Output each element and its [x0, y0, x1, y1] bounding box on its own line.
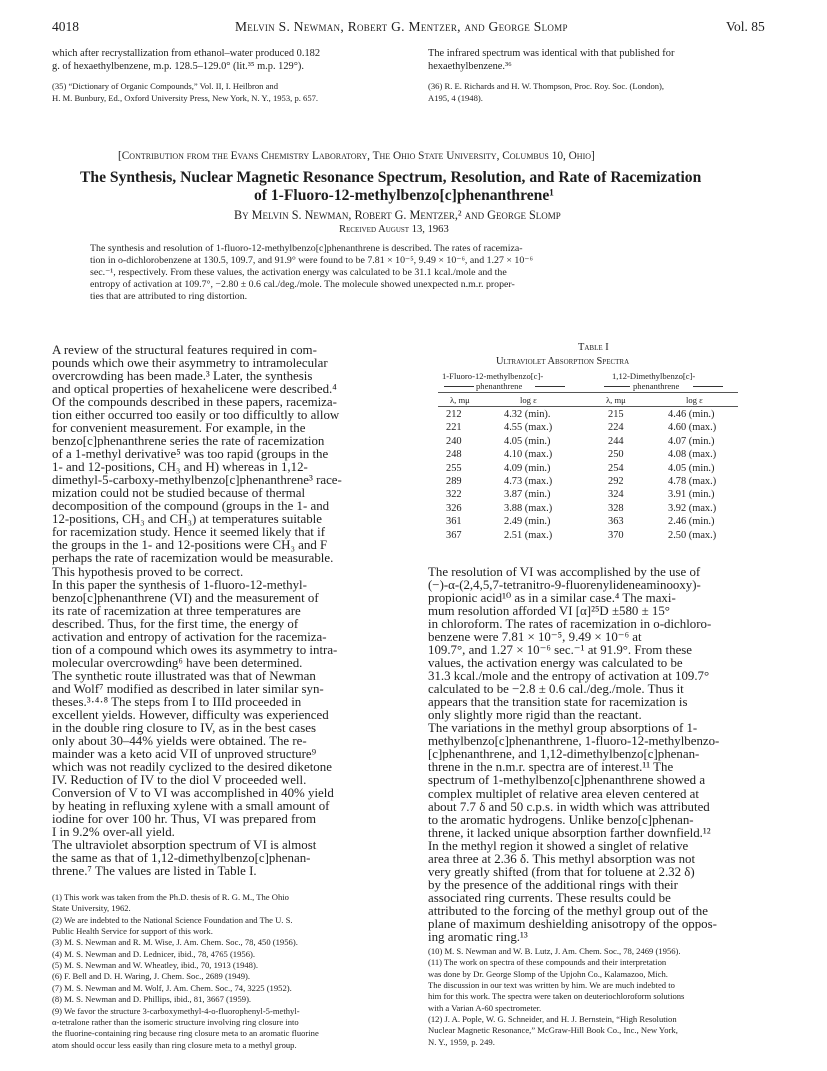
table-body [428, 409, 778, 559]
body-line: Of the compounds described in these papers, racemiza- [52, 395, 337, 410]
body-line: threne, it lacked unique absorption farther downfield.¹² [428, 825, 711, 840]
body-line: values, the activation energy was calculated to be [428, 656, 683, 671]
body-line: the groups in the 1- and 12-positions were CH₃ and F [52, 538, 328, 553]
footnote-line: (12) J. A. Pople, W. G. Schneider, and H. J. Bernstein, “High Resolution [428, 1014, 677, 1025]
body-line: plane of maximum deshielding anisotropy of the oppos- [428, 916, 717, 931]
footnote-line: (1) This work was taken from the Ph.D. thesis of R. G. M., The Ohio [52, 892, 289, 902]
table-cell-log-epsilon: 4.07 (min.) [668, 435, 715, 447]
footnote-line: (5) M. S. Newman and W. Wheatley, ibid., 70, 1913 (1948). [52, 960, 258, 971]
table-subhead-rule [438, 392, 738, 393]
footnote-line: (11) The work on spectra of these compounds and their interpretation [428, 957, 667, 968]
footnote-line: (9) We favor the structure 3-carboxymethyl-4-o-fluorophenyl-5-methyl- [52, 1005, 300, 1016]
body-line: tion of a compound which owes its asymmetry to intra- [52, 642, 338, 657]
body-line: The ultraviolet absorption spectrum of VI is almost [52, 838, 317, 853]
body-line: 1- and 12-positions, CH₃ and H) whereas in 1,12- [52, 460, 308, 475]
footnote-line: was done by Dr. George Slomp of the Upjohn Co., Kalamazoo, Mich. [428, 968, 668, 979]
page-number: 4018 [52, 19, 79, 34]
footnote-line: (2) We are indebted to the National Science Foundation and The U. S. [52, 914, 293, 925]
table-cell-wavelength: 322 [446, 489, 462, 501]
body-line: IV. Reduction of IV to the diol V proceeded well. [52, 772, 307, 787]
body-line: by the presence of the additional rings with their [428, 877, 678, 892]
body-line: excellent yields. However, difficulty was experienced [52, 707, 329, 722]
table-cell-wavelength: 361 [446, 516, 462, 528]
body-line: The variations in the methyl group absorptions of 1- [428, 721, 698, 736]
table-sub-log: log ε [686, 395, 703, 405]
footnote-line: The discussion in our text was written by him. We are much indebted to [428, 980, 675, 991]
table-cell-wavelength: 289 [446, 476, 462, 487]
table-cell-wavelength: 326 [446, 502, 462, 514]
body-line: 12-positions, CH₃ and CH₃) at temperatures suitable [52, 512, 322, 527]
abstract-line: tion in o-dichlorobenzene at 130.5, 109.7, and 91.9° were found to be 7.81 × 10⁻⁵, 9.49 × 10⁻⁶, and 1.27 × 10⁻⁶ [90, 255, 533, 266]
body-line: tion either occurred too easily or too difficultly to allow [52, 408, 340, 423]
table-cell-log-epsilon: 2.51 (max.) [504, 529, 553, 541]
body-line: threne in the n.m.r. spectra are of interest.¹¹ The [428, 760, 674, 775]
table-cell-log-epsilon: 3.88 (max.) [504, 502, 553, 514]
table-cell-log-epsilon: 4.73 (max.) [504, 476, 553, 487]
body-line: overcrowding has been made.³ Later, the synthesis [52, 369, 313, 384]
contribution-line: [Contribution from the Evans Chemistry Laboratory, The Ohio State University, Columbus 10, Ohio] [118, 150, 595, 162]
footnote-line: (4) M. S. Newman and D. Lednicer, ibid., 78, 4765 (1956). [52, 948, 256, 959]
text-line: The infrared spectrum was identical with that published for [428, 48, 675, 59]
body-line: calculated to be −2.8 ± 0.6 cal./deg./mole. Thus it [428, 682, 684, 697]
body-line: described. Thus, for the first time, the energy of [52, 616, 299, 631]
body-line: its rate of racemization at three temperatures are [52, 603, 301, 618]
footnote-line: A195, 4 (1948). [428, 93, 483, 103]
footnote-line: H. M. Bunbury, Ed., Oxford University Press, New York, N. Y., 1953, p. 657. [52, 93, 319, 103]
footnote-line: (3) M. S. Newman and R. M. Wise, J. Am. Chem. Soc., 78, 450 (1956). [52, 937, 298, 948]
article-title-line-2: of 1-Fluoro-12-methylbenzo[c]phenanthrene¹ [254, 187, 554, 204]
body-line: perhaps the rate of racemization would be measurable. [52, 551, 334, 566]
received-date: Received August 13, 1963 [339, 224, 449, 235]
table-cell-wavelength: 324 [608, 489, 624, 501]
text-line: g. of hexaethylbenzene, m.p. 128.5–129.0° (lit.³⁵ m.p. 129°). [52, 61, 304, 72]
table-sub-lambda: λ, mμ [606, 395, 626, 405]
body-line: associated ring currents. These results could be [428, 890, 671, 905]
table-cell-log-epsilon: 4.78 (max.) [668, 476, 717, 487]
table-cell-log-epsilon: 3.92 (max.) [668, 502, 717, 514]
body-line: molecular overcrowding⁶ have been determined. [52, 655, 303, 670]
running-authors: Melvin S. Newman, Robert G. Mentzer, and George Slomp [235, 19, 568, 34]
table-cell-log-epsilon: 4.09 (min.) [504, 462, 551, 474]
body-line: only slightly more rigid than the reactant. [428, 708, 642, 723]
table-cell-wavelength: 328 [608, 502, 624, 514]
body-line: and optical properties of hexahelicene were described.⁴ [52, 382, 337, 397]
body-line: in chloroform. The rates of racemization in o-dichloro- [428, 617, 712, 632]
body-line: of a 1-methyl derivative⁵ was too rapid (groups in the [52, 447, 329, 462]
table-cell-log-epsilon: 4.10 (max.) [504, 449, 553, 461]
table-sub-log: log ε [520, 395, 537, 405]
body-line: The synthetic route illustrated was that of Newman [52, 668, 316, 683]
body-line: dimethyl-5-carboxy-methylbenzo[c]phenanthrene³ race- [52, 473, 342, 488]
body-line: Conversion of V to VI was accomplished in 40% yield [52, 786, 334, 801]
table-cell-wavelength: 221 [446, 422, 462, 434]
footnote-line: Nuclear Magnetic Resonance,” McGraw-Hill Book Co., Inc., New York, [428, 1025, 678, 1036]
table-cell-wavelength: 292 [608, 476, 624, 487]
body-line: mization could not be studied because of thermal [52, 486, 306, 501]
body-line: about 7.7 δ and 50 c.p.s. in width which was attributed [428, 799, 710, 814]
body-line: A review of the structural features required in com- [52, 343, 317, 357]
byline: By Melvin S. Newman, Robert G. Mentzer,² and George Slomp [234, 208, 561, 222]
footnote-line: atom should occur less easily than ring closure meta to a methyl group. [52, 1039, 297, 1050]
footnote-line: State University, 1962. [52, 903, 131, 914]
body-line: which was not readily cyclized to the desired diketone [52, 759, 332, 774]
table-cell-log-epsilon: 2.46 (min.) [668, 516, 715, 528]
body-line: The resolution of VI was accomplished by the use of [428, 565, 701, 579]
footnote-line: (7) M. S. Newman and M. Wolf, J. Am. Chem. Soc., 74, 3225 (1952). [52, 982, 292, 993]
footnote-line: (10) M. S. Newman and W. B. Lutz, J. Am. Chem. Soc., 78, 2469 (1956). [428, 946, 681, 956]
body-line: area three at 2.36 δ. This methyl absorption was not [428, 851, 696, 866]
body-line: for convenient measurement. For example, in the [52, 421, 306, 436]
volume-number: Vol. 85 [726, 19, 765, 34]
table-cell-wavelength: 367 [446, 529, 462, 541]
footnote-line: N. Y., 1959, p. 249. [428, 1036, 495, 1047]
body-line: benzo[c]phenanthrene series the rate of racemization [52, 434, 325, 449]
table-cell-log-epsilon: 3.91 (min.) [668, 489, 715, 501]
table-cell-wavelength: 248 [446, 449, 462, 461]
table-col2-head: 1,12-Dimethylbenzo[c]- [612, 371, 696, 381]
table-sub-lambda: λ, mμ [450, 395, 470, 405]
body-line: in the double ring closure to IV, as in the best cases [52, 720, 316, 735]
body-line: complex multiplet of relative area eleven centered at [428, 786, 699, 801]
footnote-line: the fluorine-containing ring because ring closure meta to an aromatic fluorine [52, 1028, 319, 1039]
body-line: 31.3 kcal./mole and the entropy of activation at 109.7° [428, 669, 710, 684]
table-cell-log-epsilon: 4.32 (min). [504, 409, 551, 420]
body-line: by heating in refluxing xylene with a small amount of [52, 799, 330, 814]
table-cell-log-epsilon: 4.05 (min.) [668, 462, 715, 474]
table-cell-wavelength: 250 [608, 449, 624, 461]
table-cell-log-epsilon: 4.08 (max.) [668, 449, 717, 461]
body-line: mainder was a keto acid VII of unproved structure⁹ [52, 746, 317, 761]
table-cell-wavelength: 254 [608, 462, 624, 474]
table-cell-wavelength: 215 [608, 409, 624, 420]
footnote-line: Public Health Service for support of this work. [52, 926, 213, 937]
body-line: the same as that of 1,12-dimethylbenzo[c]phenan- [52, 851, 311, 866]
body-line: theses.³·⁴·⁸ The steps from I to IIId proceeded in [52, 694, 302, 709]
body-line: methylbenzo[c]phenanthrene, 1-fluoro-12-methylbenzo- [428, 734, 720, 749]
body-line: In this paper the synthesis of 1-fluoro-12-methyl- [52, 577, 307, 592]
table-col2-head: phenanthrene [633, 381, 680, 391]
body-line: only about 30–44% yields were obtained. The re- [52, 733, 307, 748]
table-header-rule [438, 406, 738, 407]
body-line: iodine for over 100 hr. Thus, VI was prepared from [52, 812, 317, 827]
table-title: Ultraviolet Absorption Spectra [496, 356, 630, 367]
body-line: (−)-α-(2,4,5,7-tetranitro-9-fluorenylideneaminooxy)- [428, 578, 701, 593]
footnote-line: α-tetralone rather than the isomeric structure involving ring closure into [52, 1016, 299, 1027]
body-line: I in 9.2% over-all yield. [52, 825, 175, 840]
table-cell-wavelength: 244 [608, 435, 624, 447]
abstract-line: The synthesis and resolution of 1-fluoro-12-methylbenzo[c]phenanthrene is described. The rates of racemiza- [90, 243, 523, 254]
table-label: Table I [578, 342, 609, 353]
footnote-line: him for this work. The spectra were taken on deuteriochloroform solutions [428, 991, 685, 1002]
table-1 [428, 342, 778, 557]
table-cell-log-epsilon: 4.55 (max.) [504, 422, 553, 434]
body-line: threne.⁷ The values are listed in Table I. [52, 864, 257, 879]
abstract-line: entropy of activation at 109.7°, −2.80 ± 0.6 cal./deg./mole. The molecule showed unexpected n.m.r. proper- [90, 279, 515, 290]
body-line: benzo[c]phenanthrene (VI) and the measurement of [52, 590, 319, 605]
footnote-line: (8) M. S. Newman and D. Phillips, ibid., 81, 3667 (1959). [52, 994, 252, 1005]
table-cell-log-epsilon: 4.05 (min.) [504, 435, 551, 447]
abstract-line: ties that are attributed to ring distortion. [90, 291, 248, 302]
body-line: and Wolf⁷ modified as described in later similar syn- [52, 681, 324, 696]
table-col1-head: phenanthrene [476, 381, 523, 391]
body-line: attributed to the forcing of the methyl group out of the [428, 903, 708, 918]
article-title-line-1: The Synthesis, Nuclear Magnetic Resonance Spectrum, Resolution, and Rate of Racemization [80, 169, 702, 186]
text-line: hexaethylbenzene.³⁶ [428, 61, 512, 72]
table-cell-wavelength: 224 [608, 422, 624, 434]
text-line: which after recrystallization from ethanol–water produced 0.182 [52, 48, 321, 59]
table-cell-wavelength: 240 [446, 435, 462, 447]
table-cell-log-epsilon: 3.87 (min.) [504, 489, 551, 501]
table-col2-rule [693, 386, 723, 387]
table-cell-wavelength: 255 [446, 462, 462, 474]
body-line: benzene were 7.81 × 10⁻⁵, 9.49 × 10⁻⁶ at [428, 630, 642, 645]
table-cell-log-epsilon: 2.49 (min.) [504, 516, 551, 528]
body-line: pounds which owe their asymmetry to intramolecular [52, 356, 328, 371]
table-col1-head: 1-Fluoro-12-methylbenzo[c]- [442, 371, 544, 381]
body-line: appears that the transition state for racemization is [428, 695, 688, 710]
table-col2-rule [604, 386, 630, 387]
table-cell-log-epsilon: 2.50 (max.) [668, 529, 717, 541]
footnote-line: with a Varian A-60 spectrometer. [428, 1002, 542, 1013]
body-line: for racemization study. Hence it seemed likely that if [52, 525, 325, 540]
table-col1-rule [535, 386, 565, 387]
body-line: to the aromatic hydrogens. Unlike benzo[c]phenan- [428, 812, 694, 827]
body-line: [c]phenanthrene, and 1,12-dimethylbenzo[c]phenan- [428, 747, 700, 762]
body-line: very greatly shifted (from that for toluene at 2.32 δ) [428, 864, 695, 879]
body-line: ing aromatic ring.¹³ [428, 929, 528, 944]
body-line: This hypothesis proved to be correct. [52, 564, 244, 579]
body-line: In the methyl region it showed a singlet of relative [428, 838, 689, 853]
footnote-line: (36) R. E. Richards and H. W. Thompson, Proc. Roy. Soc. (London), [428, 81, 665, 91]
body-line: mum resolution afforded VI [α]²⁵D ±580 ± 15° [428, 604, 670, 619]
body-line: decomposition of the compound (groups in the 1- and [52, 499, 330, 514]
table-cell-log-epsilon: 4.46 (min.) [668, 409, 715, 420]
table-cell-log-epsilon: 4.60 (max.) [668, 422, 717, 434]
body-line: activation and entropy of activation for the racemiza- [52, 629, 327, 644]
body-line: propionic acid¹⁰ as in a similar case.⁴ The maxi- [428, 591, 676, 606]
body-line: spectrum of 1-methylbenzo[c]phenanthrene showed a [428, 773, 706, 788]
table-cell-wavelength: 363 [608, 516, 624, 528]
table-col1-rule [444, 386, 474, 387]
table-cell-wavelength: 212 [446, 409, 462, 420]
abstract-line: sec.⁻¹, respectively. From these values, the activation energy was calculated to be 31.1 kcal./mole and the [90, 267, 507, 278]
footnote-line: (35) “Dictionary of Organic Compounds,” Vol. II, I. Heilbron and [52, 81, 279, 91]
table-cell-wavelength: 370 [608, 529, 624, 541]
footnote-line: (6) F. Bell and D. H. Waring, J. Chem. Soc., 2689 (1949). [52, 971, 251, 982]
body-line: 109.7°, and 1.27 × 10⁻⁶ sec.⁻¹ at 91.9°. From these [428, 643, 693, 658]
